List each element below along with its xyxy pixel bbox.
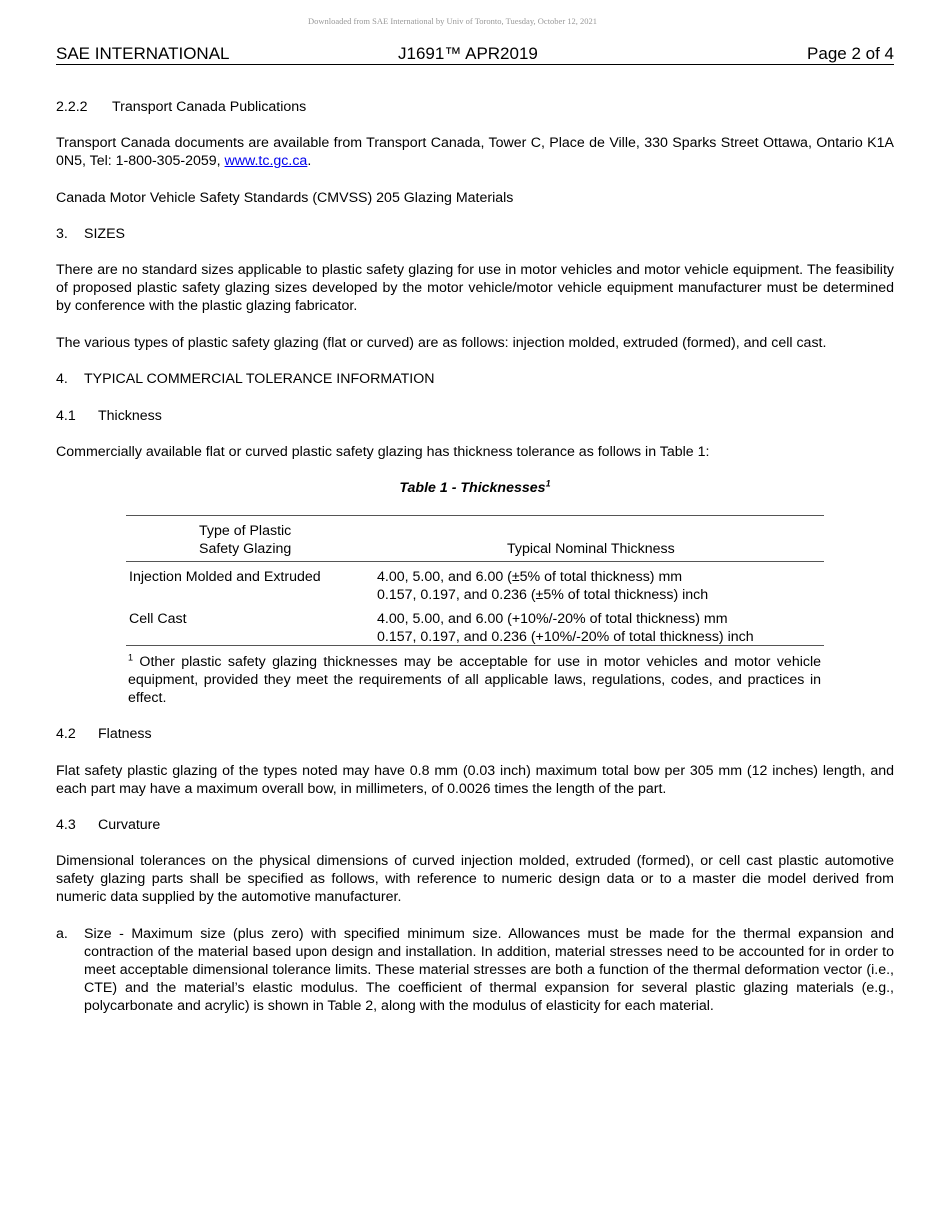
flatness-paragraph: Flat safety plastic glazing of the types noted may have 0.8 mm (0.03 inch) maximum total bow per 305 mm (12 inches) length, and each part may have a maximum overall bow, in millimeters, of 0.0026 times the length of the part. [56, 763, 894, 797]
section-number: 4. [56, 371, 68, 387]
list-marker: a. [56, 926, 68, 942]
section-number: 4.3 [56, 817, 76, 833]
table-caption-text: Table 1 - Thicknesses [399, 480, 546, 496]
section-heading-2-2-2 [56, 98, 894, 116]
list-item-text: Size - Maximum size (plus zero) with specified minimum size. Allowances must be made for the thermal expansion and contraction of the material based upon design and installation. In addition, material stresses need to be accounted for in order to meet acceptable dimensional tolerance limits. These material stresses are both a function of the thermal deformation vector (i.e., CTE) and the material’s elastic modulus. The coefficient of thermal expansion for several plastic glazing materials (e.g., polycarbonate and acrylic) is shown in Table 2, along with the modulus of elasticity for each material. [84, 926, 894, 1014]
table-caption [56, 480, 894, 496]
table-header-type-line1: Type of Plastic [199, 523, 292, 539]
section-number: 2.2.2 [56, 99, 88, 115]
section-heading-4-3 [56, 816, 894, 834]
table-header-rule [126, 561, 824, 562]
table-row-thickness-mm: 4.00, 5.00, and 6.00 (±5% of total thickness) mm [377, 569, 683, 585]
section-number: 3. [56, 226, 68, 242]
section-title: Thickness [98, 408, 162, 424]
section-title: Flatness [98, 726, 152, 742]
paragraph-text: Transport Canada documents are available from Transport Canada, Tower C, Place de Ville, 330 Sparks Street Ottawa, Ontario K1A 0N5, Tel: 1-800-305-2059, [56, 135, 894, 169]
table-top-rule [126, 515, 824, 516]
table-header-type-line2: Safety Glazing [199, 541, 292, 557]
section-heading-3 [56, 225, 894, 243]
section-title: SIZES [84, 226, 125, 242]
sizes-paragraph-2: The various types of plastic safety glazing (flat or curved) are as follows: injection molded, extruded (formed), and cell cast. [56, 335, 827, 351]
thickness-paragraph: Commercially available flat or curved plastic safety glazing has thickness tolerance as follows in Table 1: [56, 444, 710, 460]
table-footnote [128, 653, 821, 707]
sizes-paragraph-1: There are no standard sizes applicable to plastic safety glazing for use in motor vehicles and motor vehicle equipment. The feasibility of proposed plastic safety glazing sizes developed by the motor vehicle/motor vehicle equipment manufacturer must be determined by conference with the plastic glazing fabricator. [56, 262, 894, 314]
header-publisher: SAE INTERNATIONAL [56, 44, 230, 63]
cmvss-reference: Canada Motor Vehicle Safety Standards (CMVSS) 205 Glazing Materials [56, 190, 514, 206]
footnote-text: Other plastic safety glazing thicknesses may be acceptable for use in motor vehicles and motor vehicle equipment, provided they meet the requirements of all applicable laws, regulations, codes, and practices in effect. [128, 654, 821, 706]
page-header [56, 44, 894, 65]
table-row-thickness-mm: 4.00, 5.00, and 6.00 (+10%/-20% of total thickness) mm [377, 611, 728, 627]
download-notice: Downloaded from SAE International by Univ of Toronto, Tuesday, October 12, 2021 [307, 16, 598, 26]
table-row-type: Injection Molded and Extruded [129, 569, 321, 585]
section-title: TYPICAL COMMERCIAL TOLERANCE INFORMATION [84, 371, 435, 387]
table-row-thickness-inch: 0.157, 0.197, and 0.236 (±5% of total thickness) inch [377, 587, 709, 603]
table-row-type: Cell Cast [129, 611, 187, 627]
section-heading-4-1 [56, 407, 894, 425]
table-bottom-rule [126, 645, 824, 646]
table-header-thickness: Typical Nominal Thickness [507, 541, 675, 557]
section-heading-4 [56, 370, 894, 388]
paragraph-text-end: . [307, 153, 312, 169]
header-page-number: Page 2 of 4 [807, 44, 894, 63]
table-caption-footnote-mark: 1 [545, 478, 551, 489]
section-heading-4-2 [56, 725, 894, 743]
header-document-id: J1691™ APR2019 [398, 44, 538, 63]
section-title: Curvature [98, 817, 161, 833]
curvature-paragraph: Dimensional tolerances on the physical dimensions of curved injection molded, extruded (formed), or cell cast plastic automotive safety glazing parts shall be specified as follows, with reference to numeric design data or to a master die model derived from numeric data supplied by the automotive manufacturer. [56, 853, 894, 905]
tc-website-link[interactable]: www.tc.gc.ca [224, 153, 308, 169]
list-item [56, 925, 894, 1015]
footnote-mark: 1 [128, 652, 134, 663]
section-number: 4.1 [56, 408, 76, 424]
section-number: 4.2 [56, 726, 76, 742]
section-title: Transport Canada Publications [112, 99, 307, 115]
transport-canada-paragraph [56, 134, 894, 170]
table-row-thickness-inch: 0.157, 0.197, and 0.236 (+10%/-20% of total thickness) inch [377, 629, 754, 645]
